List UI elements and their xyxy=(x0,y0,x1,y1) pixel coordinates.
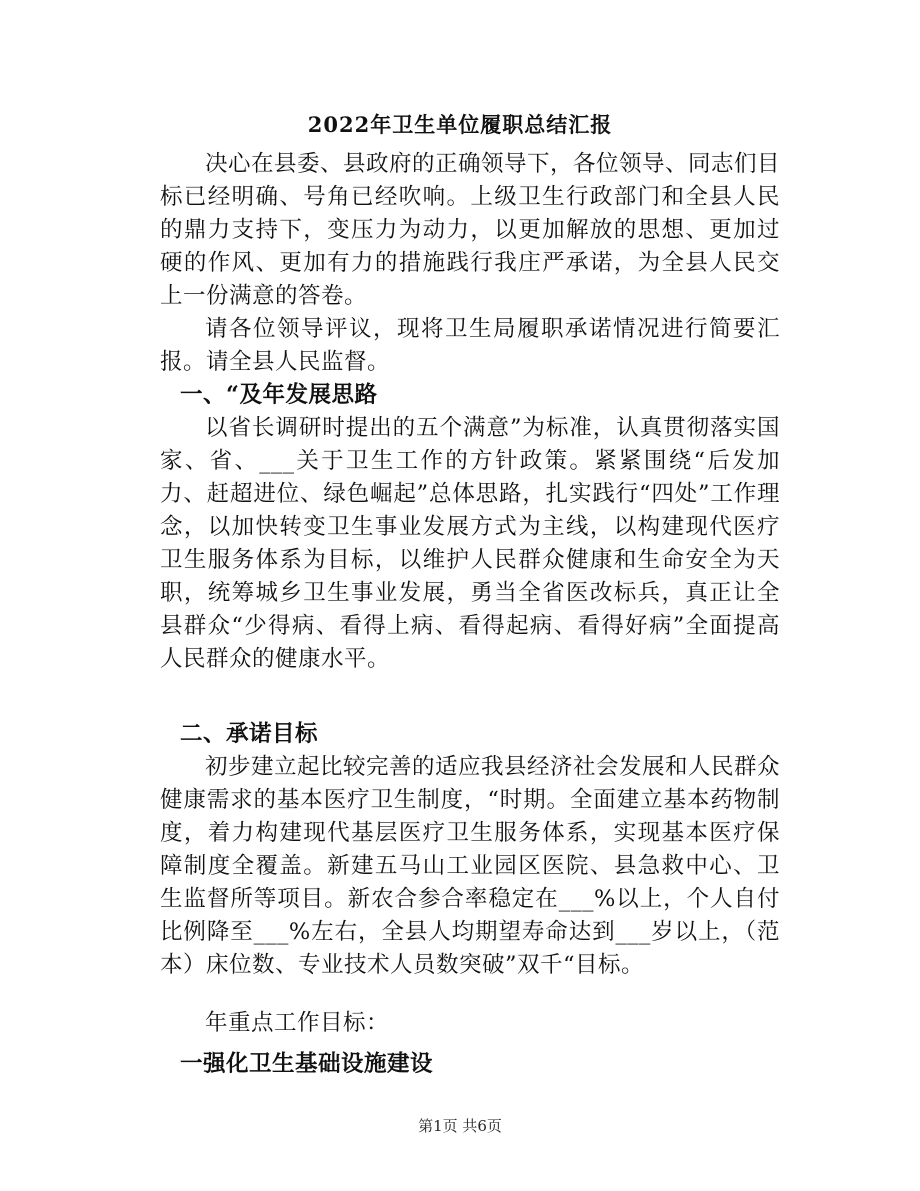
key-goals-label: 年重点工作目标： xyxy=(205,1010,390,1036)
commitment-paragraph: 初步建立起比较完善的适应我县经济社会发展和人民群众健康需求的基本医疗卫生制度，“时期。全面建立基本药物制度，着力构建现代基层医疗卫生服务体系，实现基本医疗保障制度全覆盖。新建五马山工业园区医院、县急救中心、卫生监督所等项目。新农合参合率稳定在___%以上，个人自付比例降至___%左右，全县人均期望寿命达到___岁以上，（范本）床位数、专业技术人员数突破”双千“目标。 xyxy=(160,754,781,978)
subheading-infrastructure: 一强化卫生基础设施建设 xyxy=(180,1051,434,1077)
intro-paragraph: 决心在县委、县政府的正确领导下，各位领导、同志们目标已经明确、号角已经吹响。上级卫生行政部门和全县人民的鼎力支持下，变压力为动力，以更加解放的思想、更加过硬的作风、更加有力的措施践行我庄严承诺，为全县人民交上一份满意的答卷。 xyxy=(160,151,781,309)
section-heading-development: 一、“及年发展思路 xyxy=(180,382,378,408)
page-indicator: 第1页 共6页 xyxy=(418,1117,502,1135)
document-title: 2022年卫生单位履职总结汇报 xyxy=(307,112,613,137)
review-paragraph: 请各位领导评议，现将卫生局履职承诺情况进行简要汇报。请全县人民监督。 xyxy=(160,316,780,375)
development-paragraph: 以省长调研时提出的五个满意”为标准，认真贯彻落实国家、省、___关于卫生工作的方针政策。紧紧围绕“后发加力、赶超进位、绿色崛起”总体思路，扎实践行“四处”工作理念，以加快转变卫生事业发展方式为主线，以构建现代医疗卫生服务体系为目标，以维护人民群众健康和生命安全为天职，统筹城乡卫生事业发展，勇当全省医改标兵，真正让全县群众“少得病、看得上病、看得起病、看得好病”全面提高人民群众的健康水平。 xyxy=(160,415,780,672)
section-heading-commitment: 二、承诺目标 xyxy=(180,721,319,747)
